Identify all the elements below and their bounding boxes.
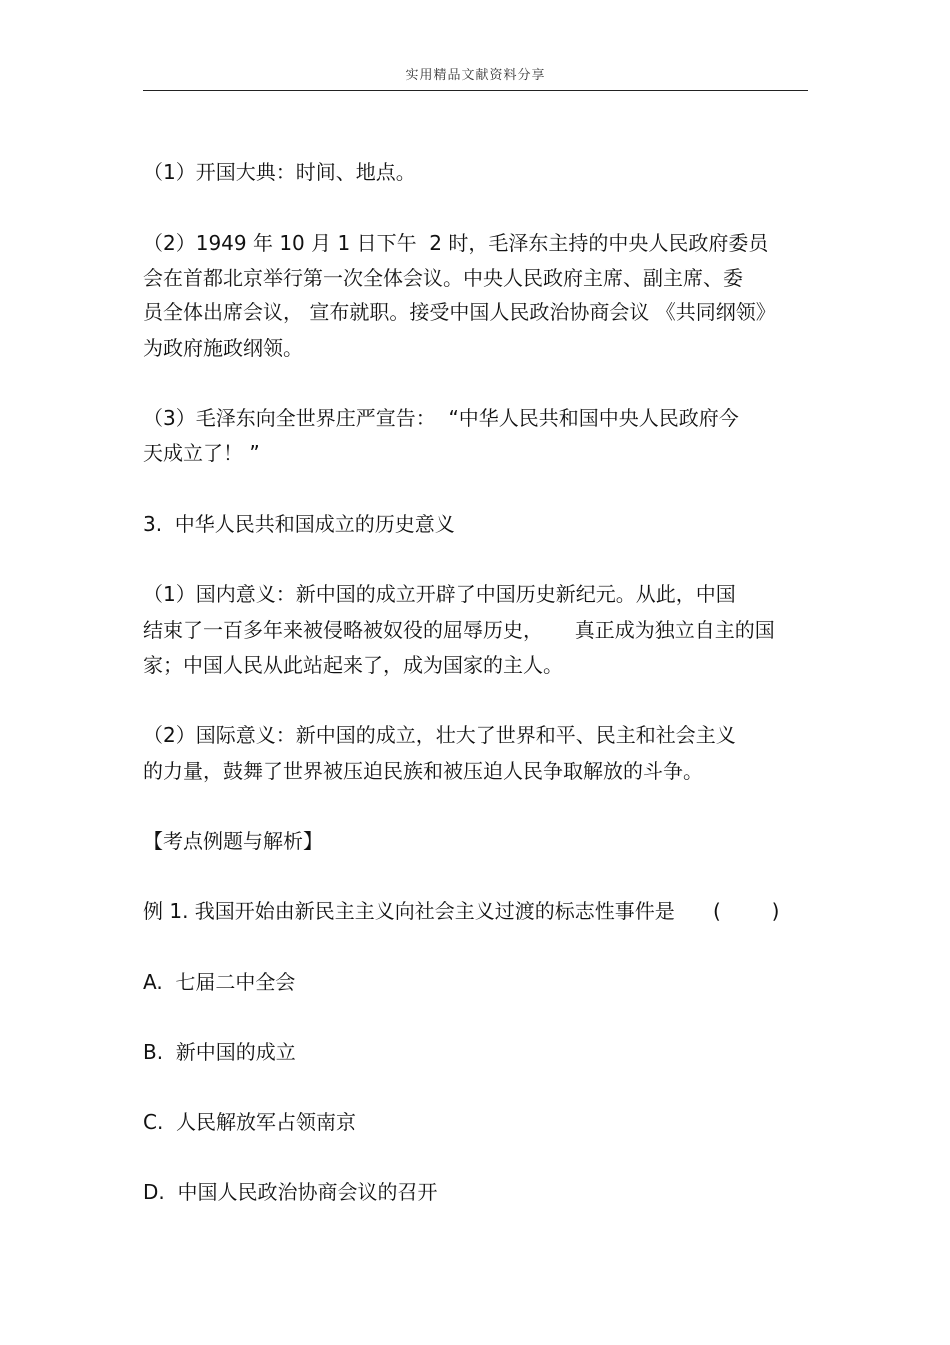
section-heading-significance: 3. 中华人民共和国成立的历史意义 [143, 512, 455, 536]
question-example-1: 例 1. 我国开始由新民主主义向社会主义过渡的标志性事件是 ( ) [143, 899, 780, 923]
header-divider [143, 90, 808, 91]
text-line-proclamation-2: 天成立了！ ” [143, 441, 260, 465]
text-line-domestic-2: 结束了一百多年来被侵略被奴役的屈辱历史， 真正成为独立自主的国 [143, 618, 775, 642]
page-header: 实用精品文献资料分享 [405, 68, 546, 83]
text-line-meeting-4: 为政府施政纲领。 [143, 336, 303, 360]
text-line-meeting-2: 会在首都北京举行第一次全体会议。中央人民政府主席、副主席、委 [143, 266, 743, 290]
text-line-proclamation-1: （3）毛泽东向全世界庄严宣告： “中华人民共和国中央人民政府今 [143, 406, 739, 430]
option-d: D. 中国人民政治协商会议的召开 [143, 1180, 438, 1204]
section-heading-examples: 【考点例题与解析】 [143, 829, 323, 853]
text-line-meeting-1: （2）1949 年 10 月 1 日下午 2 时，毛泽东主持的中央人民政府委员 [143, 231, 769, 255]
text-line-international-1: （2）国际意义：新中国的成立，壮大了世界和平、民主和社会主义 [143, 723, 736, 747]
text-line-meeting-3: 员全体出席会议， 宣布就职。接受中国人民政治协商会议 《共同纲领》 [143, 300, 776, 324]
option-b: B. 新中国的成立 [143, 1040, 296, 1064]
text-line-international-2: 的力量，鼓舞了世界被压迫民族和被压迫人民争取解放的斗争。 [143, 759, 703, 783]
text-line-domestic-3: 家；中国人民从此站起来了，成为国家的主人。 [143, 653, 563, 677]
option-a: A. 七届二中全会 [143, 970, 296, 994]
text-line-domestic-1: （1）国内意义：新中国的成立开辟了中国历史新纪元。从此，中国 [143, 582, 736, 606]
option-c: C. 人民解放军占领南京 [143, 1110, 357, 1134]
text-line-founding-ceremony: （1）开国大典：时间、地点。 [143, 160, 416, 184]
